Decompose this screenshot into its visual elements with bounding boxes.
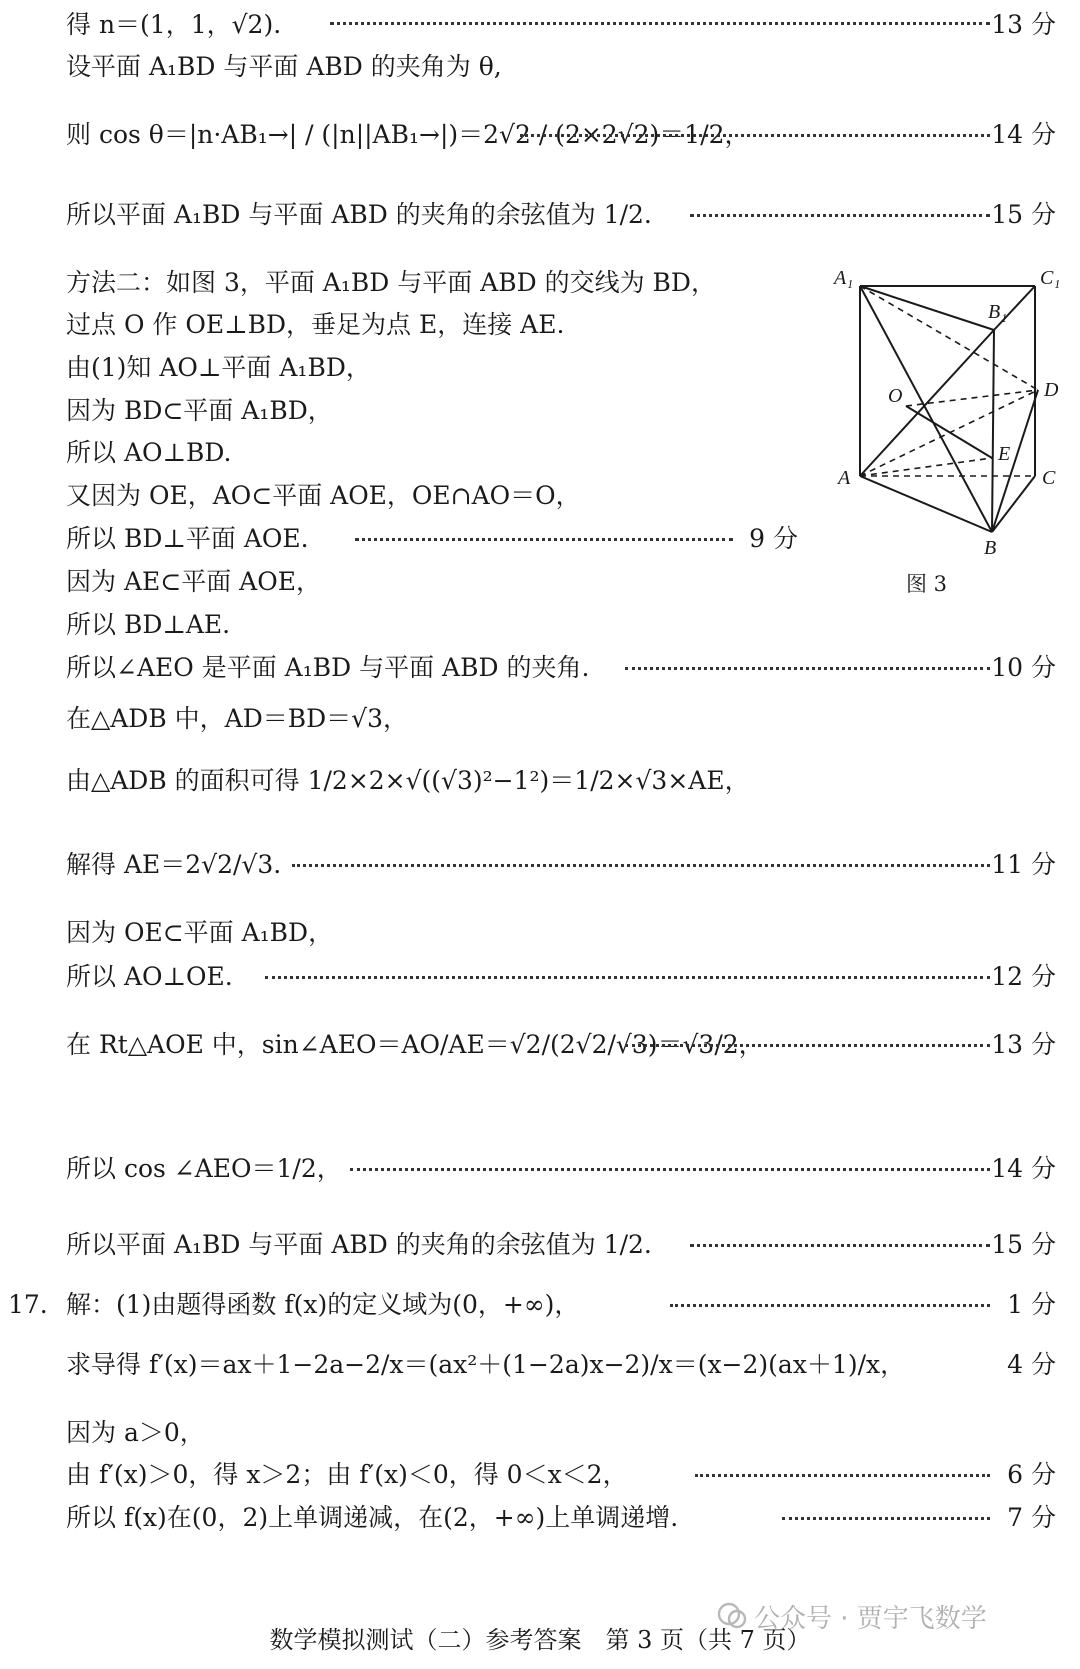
text-line: 求导得 f′(x)＝ax＋1−2a−2/x＝(ax²＋(1−2a)x−2)/x＝(x−2)(ax＋1)/x， [66, 1350, 906, 1379]
text-line: 所以 f(x)在(0，2)上单调递减，在(2，+∞)上单调递增. [66, 1503, 679, 1532]
score: 14 分 [991, 120, 1056, 149]
dot-leader [265, 976, 990, 979]
text-line: 所以平面 A₁BD 与平面 ABD 的夹角的余弦值为 1/2. [66, 200, 652, 229]
text-line: 过点 O 作 OE⊥BD，垂足为点 E，连接 AE. [66, 310, 565, 339]
dot-leader [782, 1517, 990, 1520]
text-line: 所以∠AEO 是平面 A₁BD 与平面 ABD 的夹角. [66, 653, 590, 682]
page-footer: 数学模拟测试（二）参考答案 第 3 页（共 7 页） [269, 1626, 811, 1654]
score: 1 分 [1007, 1290, 1056, 1319]
text-line: 解：(1)由题得函数 f(x)的定义域为(0，+∞)， [66, 1290, 580, 1319]
text-line: 在 Rt△AOE 中，sin∠AEO＝AO/AE＝√2/(2√2/√3)＝√3/2， [66, 1030, 764, 1059]
dot-leader [670, 1304, 990, 1307]
text-line: 所以 BD⊥平面 AOE. [66, 524, 309, 553]
text-line: 所以 BD⊥AE. [66, 610, 231, 639]
score: 10 分 [991, 653, 1056, 682]
label-B1: B₁ [988, 301, 1008, 323]
text-line: 因为 AE⊂平面 AOE， [66, 567, 321, 596]
text-line: 则 cos θ＝|n·AB₁→| / (|n||AB₁→|)＝2√2 / (2×2√2)＝1/2， [66, 120, 750, 149]
score: 9 分 [749, 524, 798, 553]
score: 4 分 [1007, 1350, 1056, 1379]
text-line: 设平面 A₁BD 与平面 ABD 的夹角为 θ, [66, 52, 502, 81]
text-line: 方法二：如图 3，平面 A₁BD 与平面 ABD 的交线为 BD， [66, 268, 716, 297]
score: 15 分 [991, 200, 1056, 229]
text-line: 得 n＝(1，1，√2). [66, 10, 282, 39]
text-line: 所以平面 A₁BD 与平面 ABD 的夹角的余弦值为 1/2. [66, 1230, 652, 1259]
text-line: 由△ADB 的面积可得 1/2×2×√((√3)²−1²)＝1/2×√3×AE， [66, 766, 750, 795]
text-line: 在△ADB 中，AD＝BD＝√3， [66, 704, 408, 733]
label-A1: A₁ [834, 267, 854, 289]
figure-caption: 图 3 [906, 572, 948, 596]
score: 6 分 [1007, 1460, 1056, 1489]
score: 7 分 [1007, 1503, 1056, 1532]
label-A: A [838, 467, 851, 489]
dot-leader [625, 1044, 990, 1047]
dot-leader [330, 22, 990, 25]
label-E: E [998, 443, 1011, 465]
score: 15 分 [991, 1230, 1056, 1259]
text-line: 由 f′(x)＞0，得 x＞2；由 f′(x)＜0，得 0＜x＜2， [66, 1460, 628, 1489]
score: 12 分 [991, 962, 1056, 991]
label-C: C [1042, 467, 1056, 489]
watermark: 公众号 · 贾宇飞数学 [754, 1604, 987, 1634]
dot-leader [690, 1244, 990, 1247]
score: 13 分 [991, 10, 1056, 39]
dot-leader [695, 1474, 990, 1477]
text-line: 又因为 OE，AO⊂平面 AOE，OE∩AO＝O， [66, 481, 581, 510]
problem-number: 17. [8, 1290, 48, 1319]
text-line: 所以 cos ∠AEO＝1/2， [66, 1154, 342, 1183]
text-line: 因为 a＞0， [66, 1418, 205, 1447]
dot-leader [690, 214, 990, 217]
dot-leader [355, 538, 733, 541]
dot-leader [520, 134, 990, 137]
dot-leader [292, 864, 990, 867]
score: 13 分 [991, 1030, 1056, 1059]
label-C1: C₁ [1040, 267, 1061, 289]
label-B: B [984, 537, 997, 559]
label-O: O [888, 385, 903, 407]
prism-figure [820, 262, 1070, 562]
text-line: 所以 AO⊥OE. [66, 962, 233, 991]
text-line: 因为 BD⊂平面 A₁BD， [66, 396, 333, 425]
dot-leader [625, 667, 990, 670]
dot-leader [350, 1168, 990, 1171]
text-line: 因为 OE⊂平面 A₁BD， [66, 918, 334, 947]
label-D: D [1044, 379, 1059, 401]
text-line: 解得 AE＝2√2/√3. [66, 850, 282, 879]
score: 11 分 [991, 850, 1056, 879]
text-line: 所以 AO⊥BD. [66, 438, 232, 467]
score: 14 分 [991, 1154, 1056, 1183]
text-line: 由(1)知 AO⊥平面 A₁BD， [66, 353, 371, 382]
